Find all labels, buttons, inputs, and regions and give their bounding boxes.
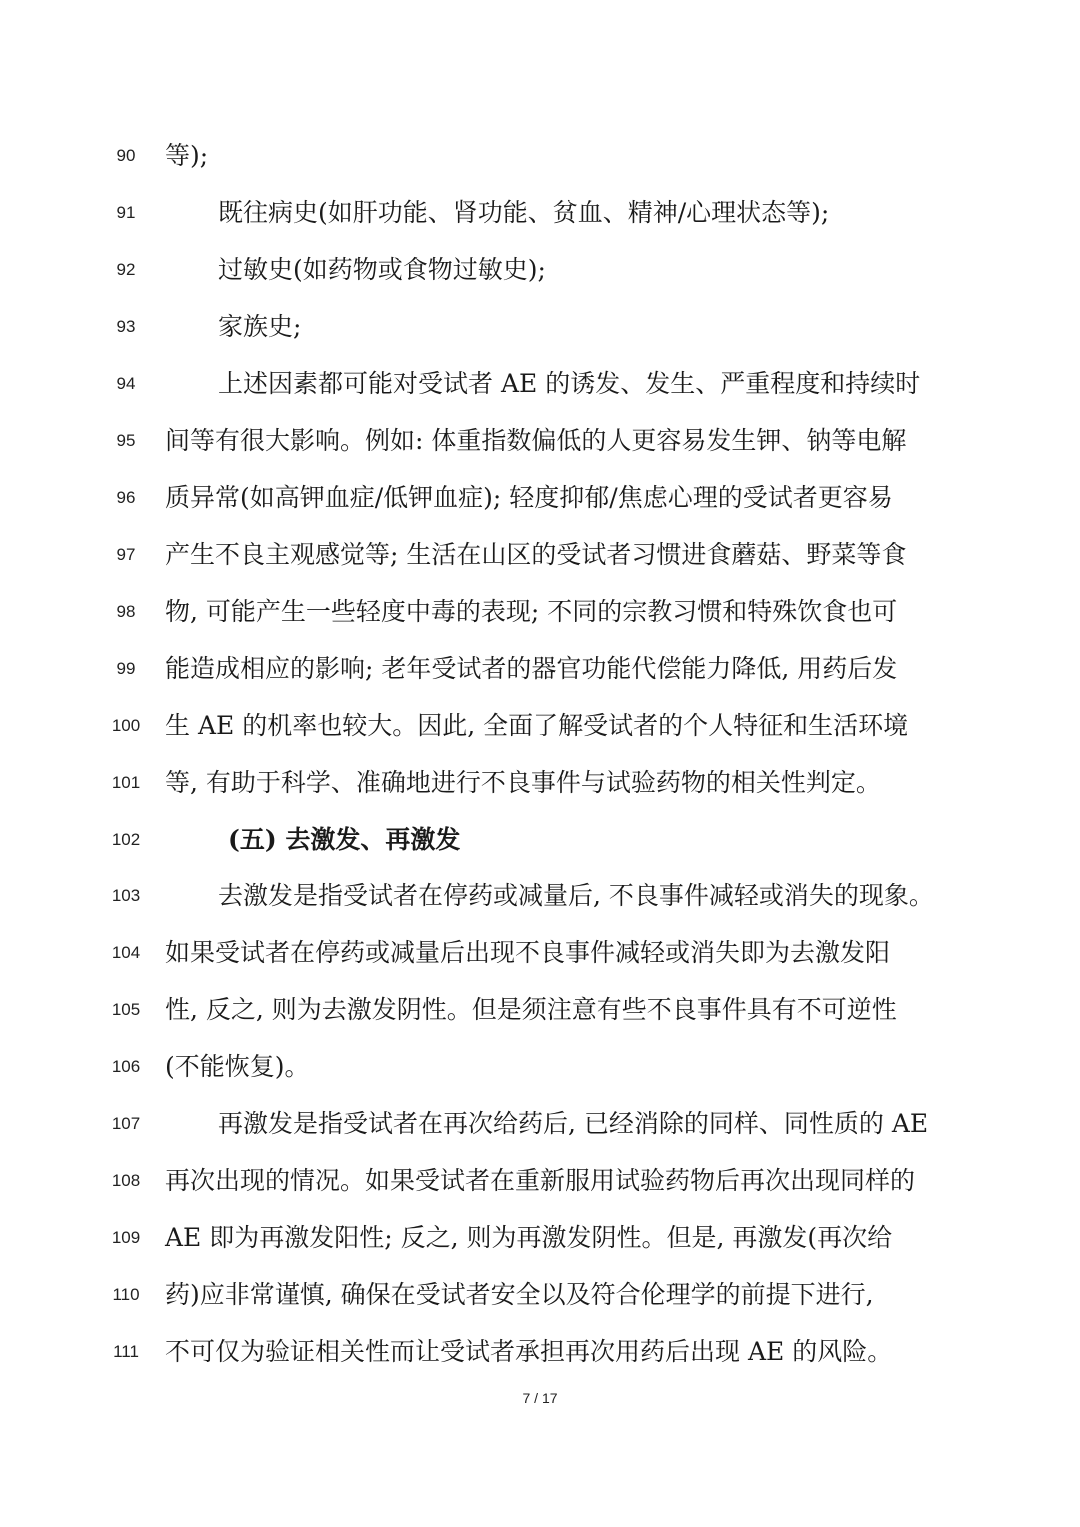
text-line	[0, 1218, 1080, 1258]
line-number: 107	[111, 1114, 141, 1133]
line-text: 能造成相应的影响; 老年受试者的器官功能代偿能力降低, 用药后发	[165, 654, 898, 683]
text-line	[0, 876, 1080, 916]
text-line	[0, 478, 1080, 518]
text-line	[0, 136, 1080, 176]
line-text: 产生不良主观感觉等; 生活在山区的受试者习惯进食蘑菇、野菜等食	[165, 540, 907, 569]
line-text: 过敏史(如药物或食物过敏史);	[218, 255, 546, 284]
line-number: 99	[116, 659, 136, 678]
text-line	[0, 1104, 1080, 1144]
page-indicator: 7 / 17	[522, 1390, 558, 1406]
line-number: 110	[112, 1285, 140, 1304]
line-text: 不可仅为验证相关性而让受试者承担再次用药后出现 AE 的风险。	[165, 1337, 893, 1366]
line-number: 101	[111, 773, 141, 792]
line-number: 104	[111, 943, 141, 962]
line-text: 如果受试者在停药或减量后出现不良事件减轻或消失即为去激发阳	[165, 938, 891, 967]
line-number: 94	[116, 374, 136, 393]
text-line	[0, 933, 1080, 973]
section-heading: (五) 去激发、再激发	[228, 825, 461, 854]
line-text: 再次出现的情况。如果受试者在重新服用试验药物后再次出现同样的	[165, 1166, 916, 1195]
line-text: 等, 有助于科学、准确地进行不良事件与试验药物的相关性判定。	[165, 768, 881, 797]
line-text: 家族史;	[218, 312, 302, 341]
line-text: 等);	[165, 141, 209, 170]
line-number: 100	[111, 716, 141, 735]
text-line	[0, 535, 1080, 575]
text-line	[0, 592, 1080, 632]
text-line	[0, 250, 1080, 290]
text-line	[0, 990, 1080, 1030]
text-line	[0, 763, 1080, 803]
line-number: 106	[111, 1057, 141, 1076]
line-text: 再激发是指受试者在再次给药后, 已经消除的同样、同性质的 AE	[218, 1109, 929, 1138]
text-line	[0, 307, 1080, 347]
line-text: 上述因素都可能对受试者 AE 的诱发、发生、严重程度和持续时	[218, 369, 921, 398]
line-number: 103	[111, 886, 141, 905]
line-number: 98	[116, 602, 136, 621]
line-number: 108	[111, 1171, 141, 1190]
line-text: 药)应非常谨慎, 确保在受试者安全以及符合伦理学的前提下进行,	[165, 1280, 874, 1309]
line-number: 111	[113, 1342, 139, 1361]
text-line	[0, 364, 1080, 404]
text-line	[0, 706, 1080, 746]
line-number: 109	[111, 1228, 141, 1247]
text-line	[0, 421, 1080, 461]
line-text: 物, 可能产生一些轻度中毒的表现; 不同的宗教习惯和特殊饮食也可	[165, 597, 898, 626]
line-text: 质异常(如高钾血症/低钾血症); 轻度抑郁/焦虑心理的受试者更容易	[165, 483, 893, 512]
line-text: 间等有很大影响。例如: 体重指数偏低的人更容易发生钾、钠等电解	[165, 426, 907, 455]
line-text: 性, 反之, 则为去激发阴性。但是须注意有些不良事件具有不可逆性	[165, 995, 897, 1024]
text-line	[0, 649, 1080, 689]
text-line	[0, 1332, 1080, 1372]
line-number: 91	[116, 203, 136, 222]
line-number: 93	[116, 317, 136, 336]
section-heading-line	[0, 820, 1080, 860]
line-text: AE 即为再激发阳性; 反之, 则为再激发阴性。但是, 再激发(再次给	[165, 1223, 893, 1252]
line-text: 去激发是指受试者在停药或减量后, 不良事件减轻或消失的现象。	[218, 881, 934, 910]
text-line	[0, 1047, 1080, 1087]
line-text: 既往病史(如肝功能、肾功能、贫血、精神/心理状态等);	[218, 198, 830, 227]
line-text: (不能恢复)。	[165, 1052, 310, 1081]
text-line	[0, 1161, 1080, 1201]
line-number: 105	[111, 1000, 141, 1019]
line-number: 102	[111, 830, 141, 849]
line-number: 90	[116, 146, 136, 165]
line-number: 92	[116, 260, 136, 279]
line-number: 97	[116, 545, 136, 564]
text-line	[0, 1275, 1080, 1315]
line-number: 95	[116, 431, 136, 450]
line-number: 96	[116, 488, 136, 507]
line-text: 生 AE 的机率也较大。因此, 全面了解受试者的个人特征和生活环境	[165, 711, 909, 740]
text-line	[0, 193, 1080, 233]
